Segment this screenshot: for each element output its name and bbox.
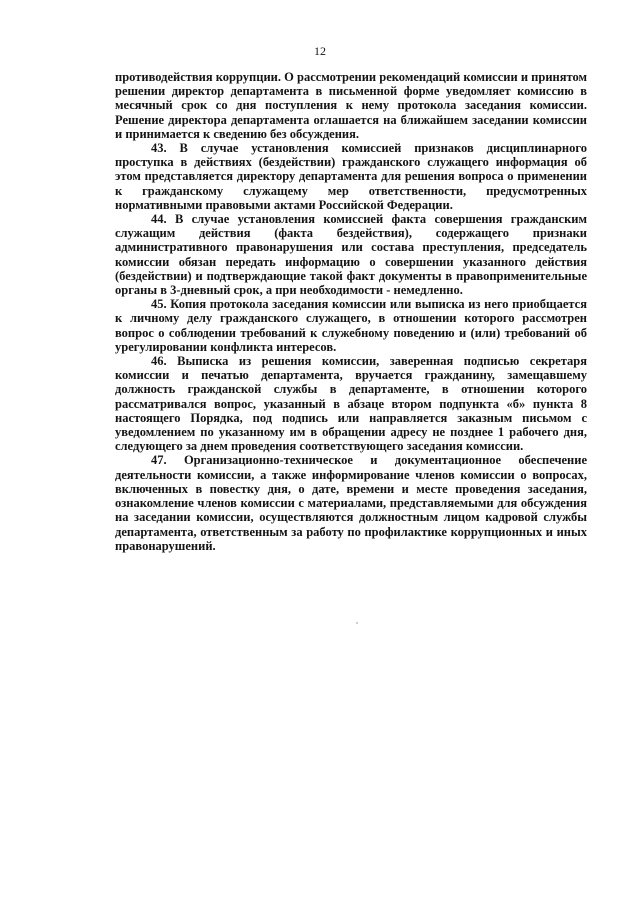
paragraph-44: 44. В случае установления комиссией факта совершения гражданским служащим действия (факта бездействия), содержащего признаки административного правонарушения или состава преступления, председатель комиссии обязан передать информацию о совершении указанного действия (бездействии) и подтверждающие такой факт документы в правоприменительные органы в 3-дневный срок, а при необходимости - немедленно. [115,212,587,298]
paragraph-45: 45. Копия протокола заседания комиссии или выписка из него приобщается к личному делу гражданского служащего, в отношении которого рассмотрен вопрос о соблюдении требований к служебному поведению и (или) требований об урегулировании конфликта интересов. [115,297,587,354]
document-body [115,70,587,553]
paragraph-46: 46. Выписка из решения комиссии, заверенная подписью секретаря комиссии и печатью департамента, вручается гражданину, замещавшему должность гражданской службы в департаменте, в отношении которого рассматривался вопрос, указанный в абзаце втором подпункта «б» пункта 8 настоящего Порядка, под подпись или направляется заказным письмом с уведомлением по указанному им в обращении адресу не позднее 1 рабочего дня, следующего за днем проведения соответствующего заседания комиссии. [115,354,587,454]
scan-speck [356,622,358,624]
paragraph-43: 43. В случае установления комиссией признаков дисциплинарного проступка в действиях (бездействии) гражданского служащего информация об этом представляется директору департамента для решения вопроса о применении к гражданскому служащему мер ответственности, предусмотренных нормативными правовыми актами Российской Федерации. [115,141,587,212]
page-number: 12 [314,44,326,58]
paragraph-continuation: противодействия коррупции. О рассмотрении рекомендаций комиссии и принятом решении директор департамента в письменной форме уведомляет комиссию в месячный срок со дня поступления к нему протокола заседания комиссии. Решение директора департамента оглашается на ближайшем заседании комиссии и принимается к сведению без обсуждения. [115,70,587,141]
paragraph-47: 47. Организационно-техническое и документационное обеспечение деятельности комиссии, а также информирование членов комиссии о вопросах, включенных в повестку дня, о дате, времени и месте проведения заседания, ознакомление членов комиссии с материалами, представляемыми для обсуждения на заседании комиссии, осуществляются должностным лицом кадровой службы департамента, ответственным за работу по профилактике коррупционных и иных правонарушений. [115,453,587,553]
